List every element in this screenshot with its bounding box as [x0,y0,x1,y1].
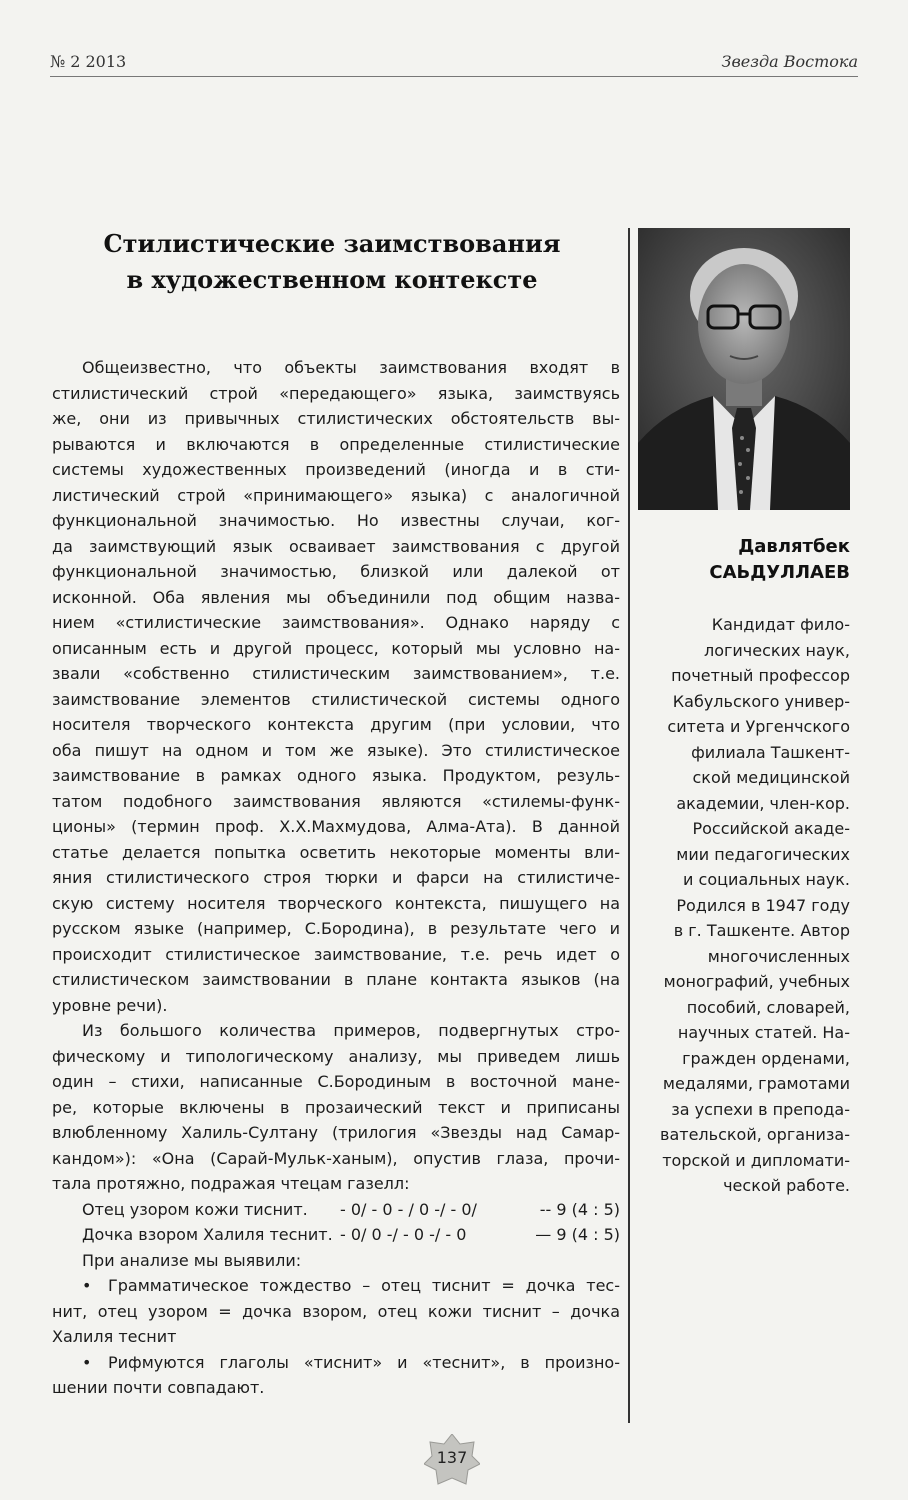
text-line: рываются и включаются в определенные стилистические [52,434,620,454]
bio-line: почетный профессор [671,666,850,685]
verse-scheme: - 0/ 0 -/ - 0 -/ - 0 [340,1225,467,1244]
author-last-name: САЬДУЛЛАЕВ [709,562,850,583]
text-line: заимствование элементов стилистической системы одного [52,689,620,709]
bio-line: за успехи в препода- [671,1099,850,1119]
bio-line: Кандидат фило- [711,615,850,634]
bio-line: медалями, грамотами [662,1074,850,1093]
bio-line: в г. Ташкенте. Автор [673,921,850,940]
bullet-list [52,1273,620,1401]
text-line: ционы» (термин проф. Х.Х.Махмудова, Алма-Ата). В данной [52,817,620,836]
bio-line: логических наук, [703,640,850,660]
verse-line [52,1222,620,1248]
verse-line [52,1197,620,1223]
bio-line: академии, член-кор. [676,793,850,813]
bio-line: мии педагогических [676,844,850,864]
text-line: листический строй «принимающего» языка) с аналогичной [52,485,620,505]
paragraph-2 [52,1018,620,1197]
bullet-marker: • [82,1352,92,1372]
verse-text: Отец узором кожи тиснит. [82,1199,308,1219]
verse-count: -- 9 (4 : 5) [539,1199,620,1219]
bio-line: ситета и Ургенчского [667,717,850,736]
text-line: Из большого количества примеров, подвергнутых стро- [82,1021,620,1040]
title-line: Стилистические заимствования [103,229,561,258]
article-title [52,226,612,298]
bio-line: Кабульского универ- [672,691,850,711]
bio-line: гражден орденами, [682,1048,850,1068]
text-line: ре, которые включены в прозаический текст и приписаны [52,1097,620,1117]
text-line: системы художественных произведений (иногда и в сти- [52,460,620,479]
bullet-marker: • [82,1276,92,1295]
text-line: носителя творческого контекста другим (при условии, что [52,715,620,734]
text-line: да заимствующий язык осваивает заимствования с другой [52,536,620,556]
verse-count: — 9 (4 : 5) [535,1225,620,1244]
text-line: функциональной значимостью, близкой или далекой от [52,562,620,581]
page-number-badge [424,1434,480,1486]
text-line: кандом»): «Она (Сарай-Мульк-ханым), опустив глаза, прочи- [52,1148,620,1168]
author-first-name: Давлятбек [738,536,850,557]
author-photo [638,228,850,510]
text-line: звали «собственно стилистическим заимствованием», т.е. [52,664,620,683]
text-line: скую систему носителя творческого контекста, пишущего на [52,893,620,913]
bio-line: пособий, словарей, [686,997,850,1017]
text-line: влюбленному Халиль-Султану (трилогия «Звезды над Самар- [52,1123,620,1142]
bio-line: торской и дипломати- [662,1150,850,1170]
text-line: оба пишут на одном и том же языке). Это стилистическое [52,740,620,760]
bullet-text: Рифмуются глаголы «тиснит» и «теснит», в произно- [108,1352,620,1372]
analysis-intro: При анализе мы выявили: [82,1250,302,1270]
text-line: стилистический строй «передающего» языка, заимствуясь [52,383,620,403]
text-line: исконной. Оба явления мы объединили под общим назва- [52,587,620,607]
bio-line: научных статей. На- [677,1023,850,1042]
bio-line: филиала Ташкент- [691,742,850,762]
text-line: тала протяжно, подражая чтецам газелл: [52,1174,410,1193]
text-line: один – стихи, написанные С.Бородиным в восточной мане- [52,1072,620,1091]
verse-text: Дочка взором Халиля теснит. [82,1225,333,1244]
text-line: заимствование в рамках одного языка. Продуктом, резуль- [52,766,620,785]
page-number: 137 [436,1448,468,1467]
bio-line: вательской, организа- [660,1125,850,1144]
bio-line: монографий, учебных [663,972,850,991]
author-name [640,534,850,586]
text-line: описанным есть и другой процесс, который мы условно на- [52,638,620,658]
bio-line: и социальных наук. [683,870,850,889]
text-line: уровне речи). [52,995,168,1015]
text-line: фическому и типологическому анализу, мы приведем лишь [52,1046,620,1066]
text-line: статье делается попытка осветить некоторые моменты вли- [52,842,620,862]
text-line: татом подобного заимствования являются «стилемы-функ- [52,791,620,811]
bio-line: многочисленных [707,946,850,966]
magazine-name: Звезда Востока [721,52,858,71]
bio-line: Российской акаде- [692,819,850,838]
text-line: же, они из привычных стилистических обстоятельств вы- [52,409,620,428]
text-line: стилистическом заимствовании в плане контакта языков (на [52,970,620,989]
bullet-text: Грамматическое тождество – отец тиснит = дочка тес- [108,1276,620,1295]
text-line: функциональной значимостью. Но известны случаи, ког- [52,511,620,530]
bullet-line [52,1350,620,1376]
paragraph-1 [52,355,620,1018]
bullet-line: Халиля теснит [52,1327,177,1346]
running-header [50,52,858,76]
bio-line: Родился в 1947 году [676,895,850,915]
title-line: в художественном контексте [126,265,538,294]
bio-line: ской медицинской [692,768,850,787]
verse-scheme: - 0/ - 0 - / 0 -/ - 0/ [340,1199,477,1219]
text-line: Общеизвестно, что объекты заимствования входят в [82,358,620,377]
bullet-line [52,1273,620,1299]
issue-number: № 2 2013 [50,52,127,71]
header-rule [50,76,858,77]
bullet-line: шении почти совпадают. [52,1378,265,1397]
bullet-line: нит, отец узором = дочка взором, отец кожи тиснит – дочка [52,1301,620,1321]
text-line: русском языке (например, С.Бородина), в результате чего и [52,919,620,938]
bio-line: ческой работе. [723,1176,850,1195]
article-body [52,355,620,1401]
author-bio [636,612,850,1199]
text-line: яния стилистического строя тюрки и фарси на стилистиче- [52,868,620,887]
text-line: нием «стилистические заимствования». Однако наряду с [52,613,620,632]
column-divider [628,228,630,1423]
text-line: происходит стилистическое заимствование, т.е. речь идет о [52,944,620,964]
